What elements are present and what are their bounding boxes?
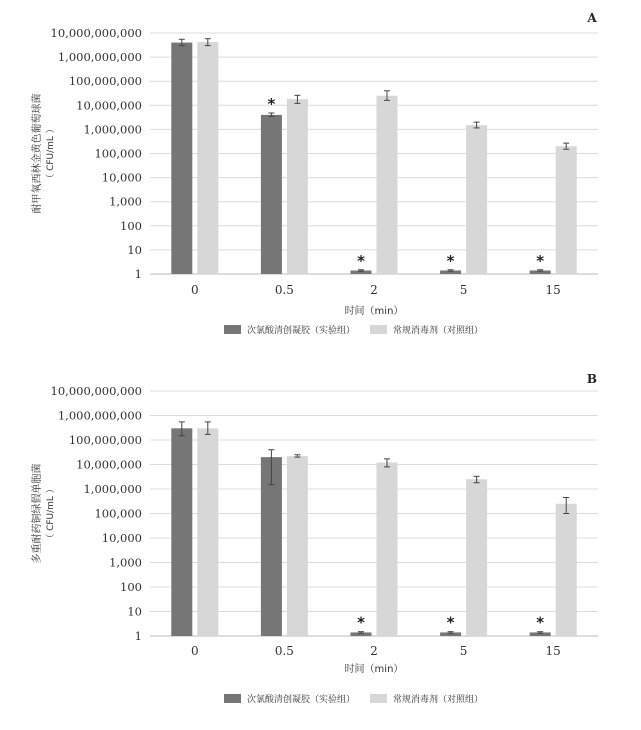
- y-tick-label: 1,000,000: [83, 122, 142, 137]
- bar-experimental: [171, 428, 192, 636]
- legend-swatch: [224, 325, 241, 334]
- y-tick-label: 10: [127, 604, 142, 619]
- significance-marker: *: [446, 613, 455, 632]
- x-tick-label: 5: [459, 644, 468, 658]
- y-tick-label: 10,000,000,000: [50, 384, 142, 398]
- y-tick-label: 10,000: [101, 531, 142, 545]
- bar-control: [556, 146, 577, 274]
- chart-panel-b: [30, 372, 598, 705]
- y-tick-label: 100,000: [94, 146, 142, 161]
- legend-label: 次氯酸清创凝胶（实验组）: [247, 695, 356, 705]
- y-tick-label: 100,000,000: [68, 74, 142, 89]
- bar-control: [466, 125, 487, 274]
- y-tick-label: 1,000,000,000: [57, 408, 142, 423]
- y-tick-label: 100: [120, 580, 142, 594]
- x-tick-label: 2: [370, 283, 378, 297]
- bar-control: [197, 42, 218, 274]
- chart-panel-a: [30, 11, 598, 336]
- bar-control: [287, 99, 308, 274]
- bar-experimental: [171, 43, 192, 274]
- y-tick-label: 10: [127, 242, 142, 257]
- y-tick-label: 1: [134, 267, 142, 281]
- bar-experimental: [261, 115, 282, 274]
- y-tick-label: 10,000: [101, 170, 142, 185]
- legend-swatch: [370, 694, 387, 703]
- x-axis-label: 时间（min）: [344, 664, 404, 675]
- legend-swatch: [224, 694, 241, 703]
- y-tick-label: 100,000,000: [68, 433, 142, 447]
- y-tick-label: 10,000,000,000: [50, 26, 142, 40]
- y-tick-label: 1,000,000,000: [57, 50, 142, 65]
- bar-control: [197, 428, 218, 636]
- significance-marker: *: [357, 251, 365, 270]
- legend-label: 次氯酸清创凝胶（实验组）: [247, 326, 356, 336]
- significance-marker: *: [357, 613, 365, 632]
- y-tick-label: 1,000,000: [83, 482, 142, 496]
- x-tick-label: 0: [190, 644, 199, 658]
- significance-marker: *: [536, 613, 545, 632]
- x-tick-label: 5: [459, 283, 468, 297]
- x-tick-label: 0.5: [274, 644, 294, 658]
- x-tick-label: 15: [545, 644, 561, 658]
- panel-label: A: [587, 11, 597, 25]
- y-tick-label: 10,000,000: [76, 98, 142, 113]
- y-tick-label: 1,000: [109, 555, 142, 570]
- panel-label: B: [586, 372, 598, 386]
- y-axis-label: 多重耐药铜绿假单胞菌: [32, 463, 43, 564]
- y-axis-unit: （ CFU/mL ）: [46, 124, 56, 183]
- x-tick-label: 2: [370, 644, 378, 658]
- x-tick-label: 15: [545, 283, 561, 297]
- x-tick-label: 0: [190, 283, 199, 297]
- y-tick-label: 10,000,000: [76, 457, 142, 472]
- y-axis-label: 耐甲氧西林金黄色葡萄球菌: [32, 93, 43, 214]
- bar-control: [377, 463, 398, 636]
- bar-control: [287, 456, 308, 636]
- y-axis-unit: （ CFU/mL ）: [46, 484, 56, 543]
- y-tick-label: 100,000: [94, 506, 142, 521]
- y-tick-label: 1,000: [109, 194, 142, 209]
- significance-marker: *: [267, 94, 276, 113]
- bar-control: [556, 504, 577, 636]
- significance-marker: *: [446, 251, 455, 270]
- y-tick-label: 1: [134, 629, 142, 643]
- legend-swatch: [370, 325, 387, 334]
- x-tick-label: 0.5: [274, 283, 294, 297]
- legend-label: 常规消毒剂（对照组）: [393, 326, 484, 336]
- significance-marker: *: [536, 251, 545, 270]
- legend-label: 常规消毒剂（对照组）: [393, 695, 484, 705]
- x-axis-label: 时间（min）: [344, 306, 404, 317]
- bar-control: [377, 96, 398, 274]
- y-tick-label: 100: [120, 218, 142, 233]
- bar-control: [466, 479, 487, 636]
